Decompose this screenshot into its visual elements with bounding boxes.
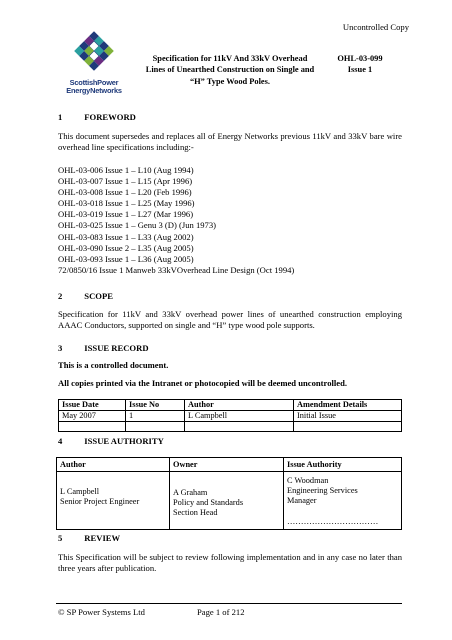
document-code: OHL-03-099: [337, 54, 383, 63]
table-header-row: [57, 458, 402, 472]
owner-role-line-2: Section Head: [173, 507, 218, 517]
footer-page-number: Page 1 of 212: [197, 607, 245, 617]
section-4-heading: [58, 436, 164, 447]
section-3-heading: [58, 343, 149, 354]
superseded-list: [58, 165, 408, 276]
issue-record-table: [58, 399, 402, 432]
section-title: ISSUE AUTHORITY: [84, 436, 164, 446]
list-item: OHL-03-007 Issue 1 – L15 (Apr 1996): [58, 176, 193, 187]
header-cell: Issue Date: [59, 400, 126, 411]
section-5-heading: [58, 533, 120, 544]
header-cell: Owner: [170, 458, 284, 472]
table-cell: Initial Issue: [294, 411, 402, 422]
list-item: OHL-03-025 Issue 1 – Genu 3 (D) (Jun 1973): [58, 220, 217, 231]
company-logo: [62, 28, 126, 98]
author-name: L Campbell: [60, 486, 100, 496]
document-issue: Issue 1: [347, 65, 373, 75]
logo-text-line-2: EnergyNetworks: [66, 86, 122, 95]
list-item: OHL-03-018 Issue 1 – L25 (May 1996): [58, 198, 195, 209]
section-number: 2: [58, 291, 63, 301]
header-cell: Amendment Details: [294, 400, 402, 411]
section-number: 4: [58, 436, 63, 446]
section-number: 3: [58, 343, 63, 353]
list-item: OHL-03-008 Issue 1 – L20 (Feb 1996): [58, 187, 192, 198]
document-code-block: [330, 53, 390, 76]
section-1-heading: [58, 112, 136, 123]
title-line-3: “H” Type Wood Poles.: [189, 76, 271, 86]
section-2-heading: [58, 291, 113, 302]
uncontrolled-copy-label: Uncontrolled Copy: [342, 22, 409, 32]
footer-copyright: © SP Power Systems Ltd: [58, 607, 145, 617]
owner-cell: [170, 472, 284, 530]
header-cell: Issue Authority: [284, 458, 402, 472]
owner-role-line-1: Policy and Standards: [173, 497, 244, 507]
owner-name: A Graham: [173, 487, 208, 497]
section-title: FOREWORD: [84, 112, 136, 122]
section-title: REVIEW: [84, 533, 121, 543]
title-line-2: Lines of Unearthed Construction on Single and: [145, 65, 315, 75]
table-row: [57, 472, 402, 530]
table-cell: [59, 422, 126, 432]
author-cell: [57, 472, 170, 530]
list-item: OHL-03-093 Issue 1 – L36 (Aug 2005): [58, 253, 194, 264]
document-title: [130, 53, 330, 87]
logo-text-line-1: ScottishPower: [69, 78, 119, 87]
list-item: OHL-03-019 Issue 1 – L27 (Mar 1996): [58, 209, 194, 220]
logo-diamond-icon: [62, 28, 126, 74]
table-row: [59, 411, 402, 422]
review-text: This Specification will be subject to review following implementation and in any case no later than three years after publication.: [58, 552, 402, 574]
table-cell: [185, 422, 294, 432]
header-cell: Issue No: [126, 400, 185, 411]
section-title: ISSUE RECORD: [84, 343, 149, 353]
scope-text: Specification for 11kV and 33kV overhead power lines of unearthed construction employing AAAC Conductors, supported on single and “H” type wood pole supports.: [58, 309, 402, 331]
author-role: Senior Project Engineer: [60, 496, 140, 506]
authority-name: C Woodman: [287, 476, 329, 485]
section-title: SCOPE: [84, 291, 113, 301]
controlled-document-note: This is a controlled document.: [58, 360, 169, 370]
table-cell: May 2007: [59, 411, 126, 422]
table-cell: [294, 422, 402, 432]
table-cell: [126, 422, 185, 432]
table-cell: L Campbell: [185, 411, 294, 422]
header-cell: Author: [185, 400, 294, 411]
issue-authority-table: [56, 457, 402, 530]
table-row: [59, 422, 402, 432]
uncontrolled-copies-note: All copies printed via the Intranet or photocopied will be deemed uncontrolled.: [58, 378, 348, 388]
section-number: 1: [58, 112, 63, 122]
header-cell: Author: [57, 458, 170, 472]
title-line-1: Specification for 11kV And 33kV Overhead: [152, 54, 308, 63]
section-number: 5: [58, 533, 63, 543]
footer-divider: [56, 603, 402, 604]
list-item: OHL-03-083 Issue 1 – L33 (Aug 2002): [58, 231, 194, 242]
foreword-intro: This document supersedes and replaces all of Energy Networks previous 11kV and 33kV bare wire overhead line specifications including:-: [58, 131, 402, 153]
table-cell: 1: [126, 411, 185, 422]
list-item: OHL-03-006 Issue 1 – L10 (Aug 1994): [58, 165, 194, 175]
authority-cell: [284, 472, 402, 530]
list-item: OHL-03-090 Issue 2 – L35 (Aug 2005): [58, 242, 194, 253]
signature-line: ……………………………: [287, 517, 379, 526]
list-item: 72/0850/16 Issue 1 Manweb 33kVOverhead Line Design (Oct 1994): [58, 264, 295, 275]
authority-role-line-1: Engineering Services: [287, 486, 358, 495]
table-header-row: [59, 400, 402, 411]
authority-role-line-2: Manager: [287, 496, 317, 505]
